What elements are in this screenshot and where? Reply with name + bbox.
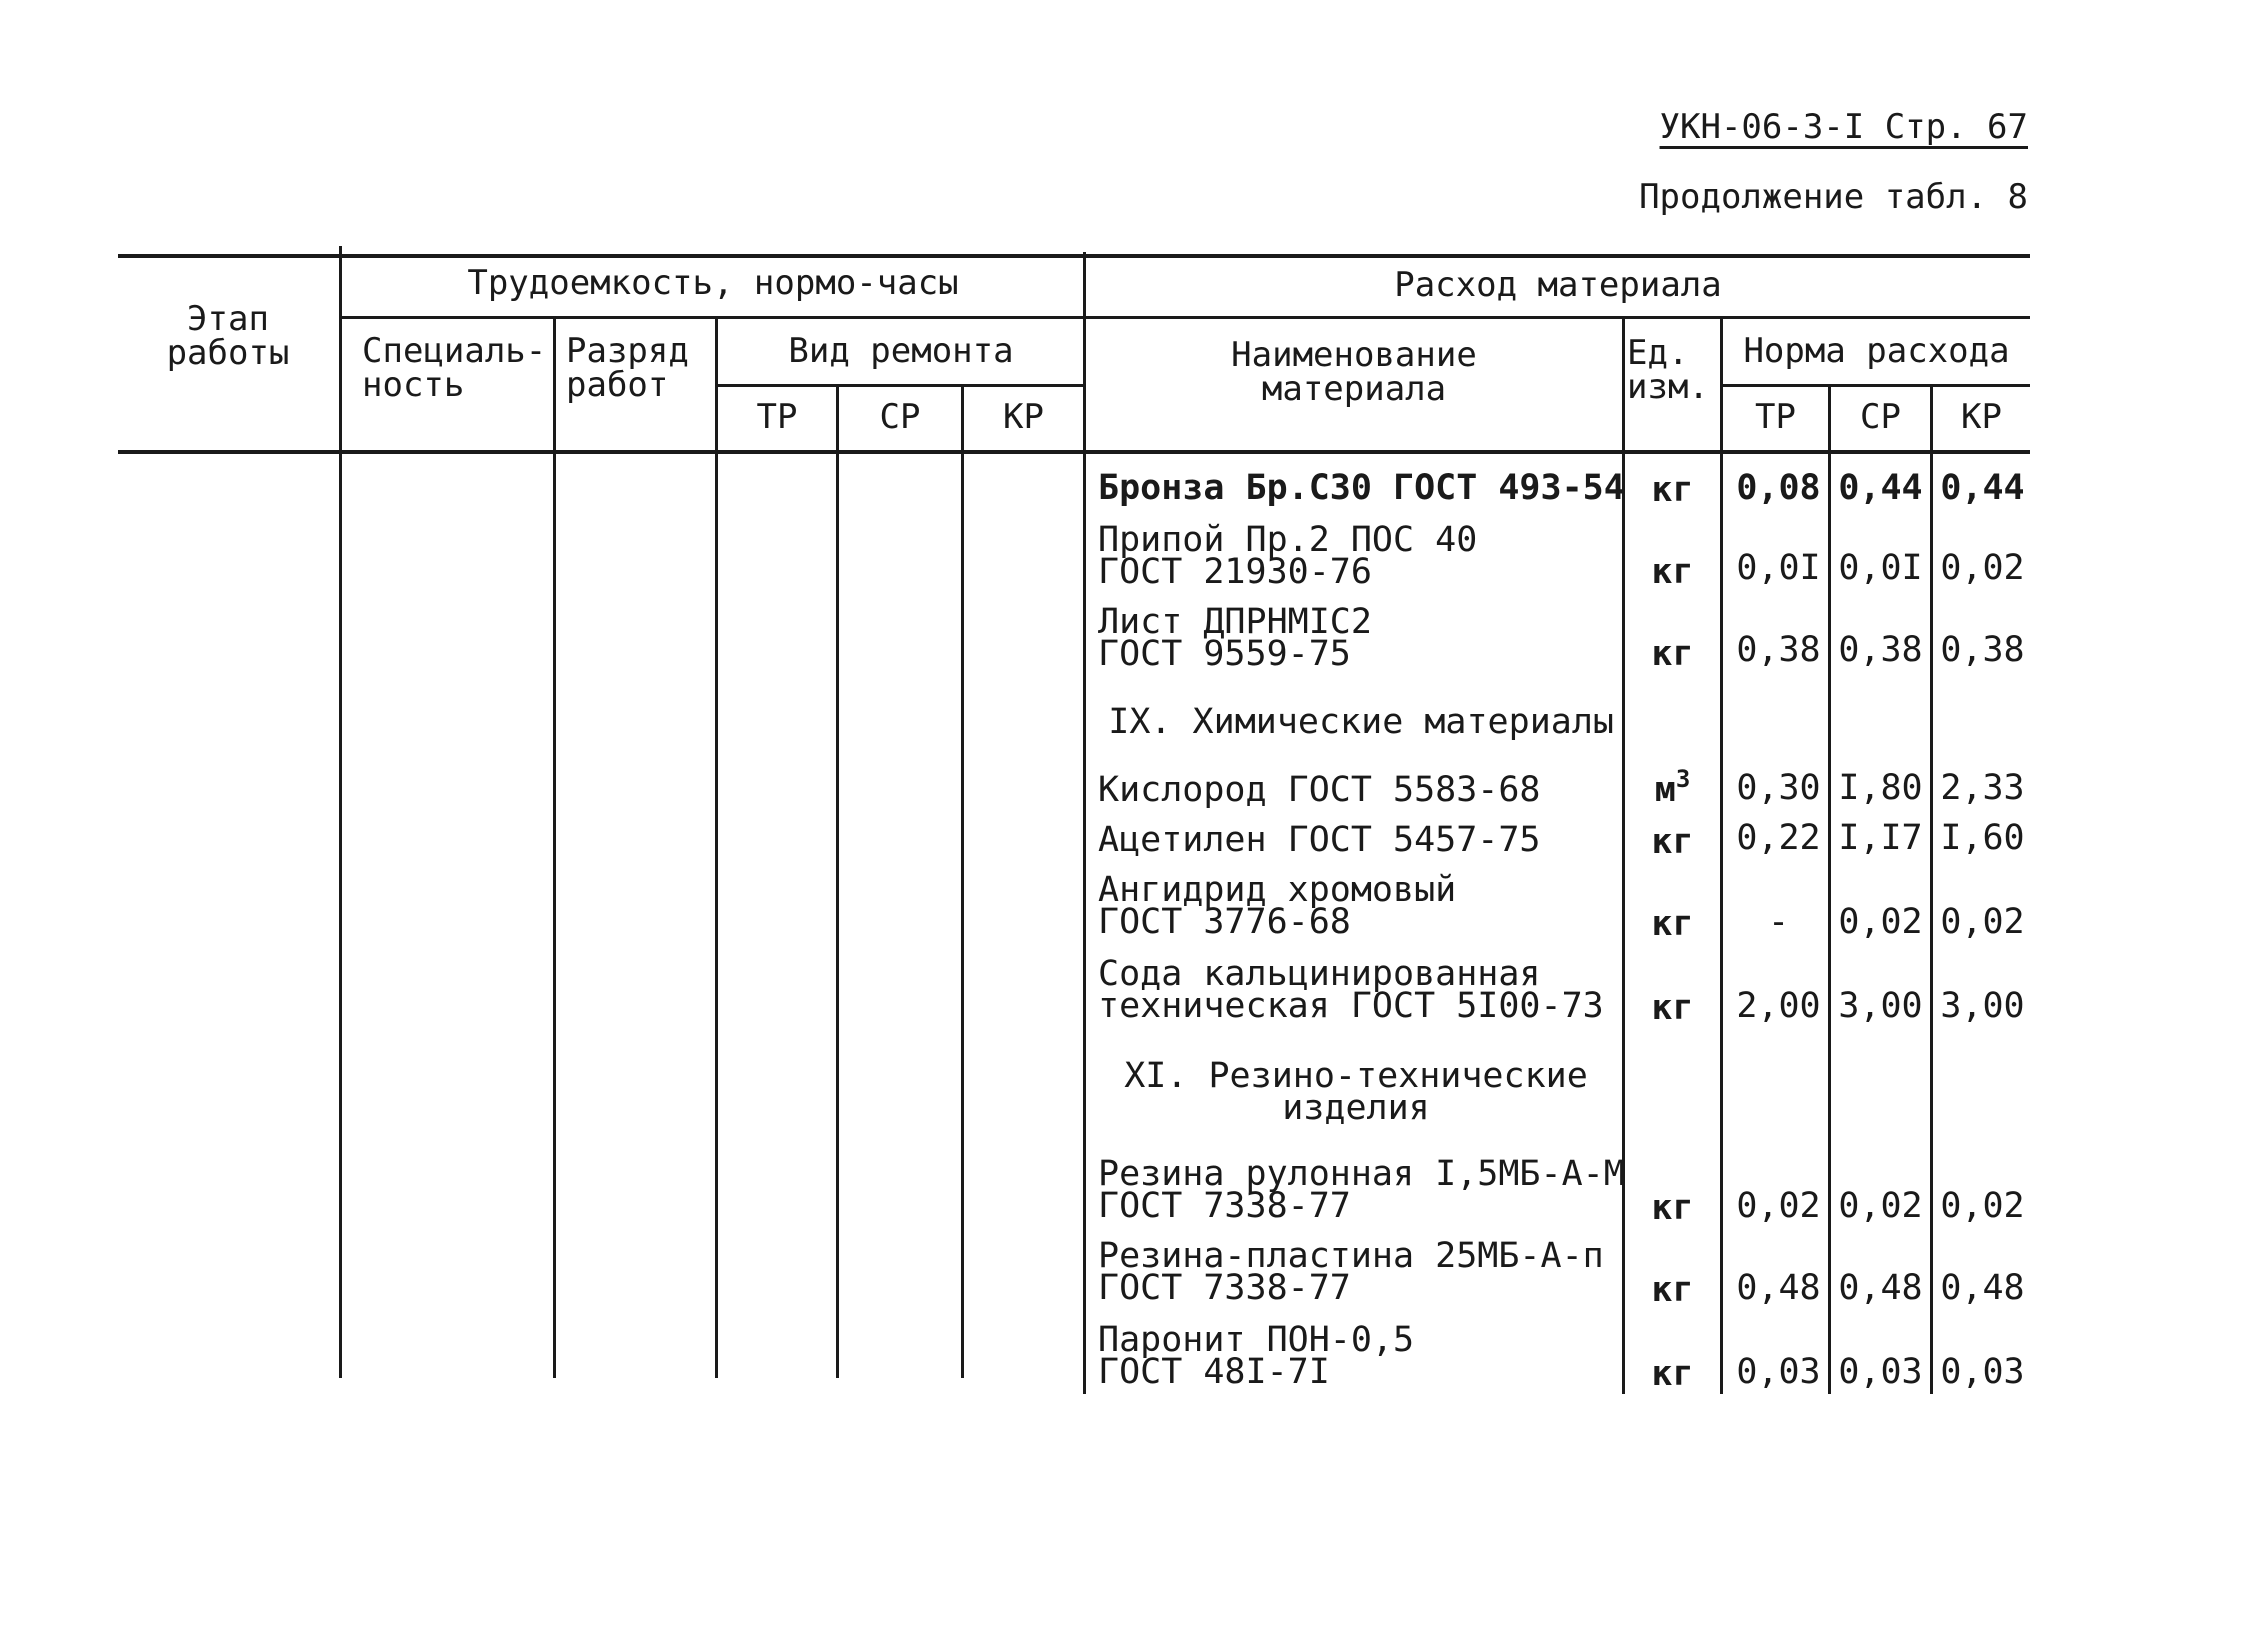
norm-tr-cell: 0,03 bbox=[1736, 1352, 1821, 1392]
norm-kr-cell: I,60 bbox=[1940, 818, 2025, 858]
material-name: Паронит ПОН-0,5 ГОСТ 48I-7I bbox=[1098, 1320, 1415, 1392]
norm-sr-cell: 0,48 bbox=[1838, 1268, 1923, 1308]
norm-kr-cell: 0,02 bbox=[1940, 548, 2025, 588]
norm-tr-cell: 0,48 bbox=[1736, 1268, 1821, 1308]
col-rule-kr bbox=[1083, 252, 1086, 1394]
norm-tr-cell: 0,08 bbox=[1736, 468, 1821, 508]
material-group-rule bbox=[1084, 316, 2030, 319]
col-rule-grade bbox=[715, 318, 718, 1378]
norm-tr-cell: 0,0I bbox=[1736, 548, 1821, 588]
unit-cell: кг bbox=[1651, 470, 1694, 510]
norm-sr-cell: 0,02 bbox=[1838, 1186, 1923, 1226]
norm-sr-cell: 3,00 bbox=[1838, 986, 1923, 1026]
norm-group-rule bbox=[1722, 384, 2030, 387]
norm-kr-cell: 0,03 bbox=[1940, 1352, 2025, 1392]
material-name: Припой Пр.2 ПОС 40 ГОСТ 21930-76 bbox=[1098, 520, 1478, 592]
norm-sr-cell: I,80 bbox=[1838, 768, 1923, 808]
norm-sr-cell: 0,02 bbox=[1838, 902, 1923, 942]
material-group-header: Расход материала bbox=[1394, 265, 1722, 305]
grade-header: Разряд работ bbox=[566, 331, 689, 405]
col-rule-tr bbox=[836, 386, 839, 1378]
norm-tr-cell: 2,00 bbox=[1736, 986, 1821, 1026]
unit-cell: кг bbox=[1651, 1270, 1694, 1310]
unit-cell: кг bbox=[1651, 634, 1694, 674]
norm-sr-cell: 0,0I bbox=[1838, 548, 1923, 588]
col-rule-norm-tr bbox=[1828, 386, 1831, 1394]
unit-cell bbox=[1625, 765, 1720, 810]
norm-tr-cell: 0,38 bbox=[1736, 630, 1821, 670]
labor-group-header: Трудоемкость, нормо-часы bbox=[467, 263, 959, 303]
table-top-rule bbox=[118, 254, 2030, 258]
col-rule-norm-sr bbox=[1930, 386, 1933, 1394]
section-heading: XI. Резино-технические изделия bbox=[1124, 1056, 1588, 1128]
norm-tr-cell: 0,22 bbox=[1736, 818, 1821, 858]
norm-group-header: Норма расхода bbox=[1743, 331, 2010, 371]
col-rule-sr bbox=[961, 386, 964, 1378]
norm-kr-cell: 0,02 bbox=[1940, 1186, 2025, 1226]
norm-sr-cell: I,I7 bbox=[1838, 818, 1923, 858]
repair-col-tr: ТР bbox=[756, 397, 798, 437]
norm-col-sr: СР bbox=[1860, 397, 1901, 437]
material-name: Бронза Бр.С30 ГОСТ 493-54 bbox=[1098, 468, 1625, 508]
repair-type-header: Вид ремонта bbox=[788, 331, 1014, 371]
col-rule-specialty bbox=[553, 318, 556, 1378]
norm-col-kr: КР bbox=[1961, 397, 2002, 437]
norm-sr-cell: 0,38 bbox=[1838, 630, 1923, 670]
material-name-header: Наименование материала bbox=[1231, 335, 1477, 409]
unit-superscript: 3 bbox=[1675, 765, 1691, 793]
unit-cell: кг bbox=[1651, 1188, 1694, 1228]
unit-base: м bbox=[1654, 770, 1676, 810]
norm-kr-cell: 0,48 bbox=[1940, 1268, 2025, 1308]
page-code: УКН-06-3-I Стр. 67 bbox=[1659, 107, 2028, 147]
material-name: Ангидрид хромовый ГОСТ 3776-68 bbox=[1098, 870, 1457, 942]
unit-cell: кг bbox=[1651, 1354, 1694, 1394]
col-rule-unit bbox=[1720, 318, 1723, 1394]
unit-cell: кг bbox=[1651, 988, 1694, 1028]
repair-type-rule bbox=[716, 384, 1084, 387]
material-name: Лист ДПРНМIС2 ГОСТ 9559-75 bbox=[1098, 602, 1372, 674]
material-name: Резина-пластина 25МБ-А-п ГОСТ 7338-77 bbox=[1098, 1236, 1604, 1308]
norm-sr-cell: 0,44 bbox=[1838, 468, 1923, 508]
norm-kr-cell: 2,33 bbox=[1940, 768, 2025, 808]
norm-kr-cell: 0,44 bbox=[1940, 468, 2025, 508]
stage-header: Этап работы bbox=[166, 299, 290, 373]
section-heading: IX. Химические материалы bbox=[1108, 702, 1614, 742]
unit-header: Ед. изм. bbox=[1627, 333, 1709, 407]
unit-cell: кг bbox=[1651, 552, 1694, 592]
material-name: Сода кальцинированная техническая ГОСТ 5I00-73 bbox=[1098, 954, 1604, 1026]
col-rule-stage bbox=[339, 246, 342, 1378]
repair-col-kr: КР bbox=[1003, 397, 1044, 437]
norm-sr-cell: 0,03 bbox=[1838, 1352, 1923, 1392]
norm-kr-cell: 0,02 bbox=[1940, 902, 2025, 942]
norm-col-tr: ТР bbox=[1755, 397, 1796, 437]
norm-tr-cell: 0,30 bbox=[1736, 768, 1821, 808]
norm-tr-cell: 0,02 bbox=[1736, 1186, 1821, 1226]
unit-cell: кг bbox=[1651, 904, 1694, 944]
table-continuation-label: Продолжение табл. 8 bbox=[1639, 177, 2028, 217]
norm-kr-cell: 3,00 bbox=[1940, 986, 2025, 1026]
unit-cell: кг bbox=[1651, 822, 1694, 862]
labor-group-rule bbox=[340, 316, 1084, 319]
material-name: Кислород ГОСТ 5583-68 bbox=[1098, 770, 1541, 810]
specialty-header: Специаль- ность bbox=[362, 331, 547, 405]
repair-col-sr: СР bbox=[879, 397, 921, 437]
header-bottom-rule bbox=[118, 450, 2030, 454]
material-name: Ацетилен ГОСТ 5457-75 bbox=[1098, 820, 1541, 860]
norm-kr-cell: 0,38 bbox=[1940, 630, 2025, 670]
norm-tr-cell: - bbox=[1767, 902, 1790, 942]
material-name: Резина рулонная I,5МБ-А-М ГОСТ 7338-77 bbox=[1098, 1154, 1625, 1226]
